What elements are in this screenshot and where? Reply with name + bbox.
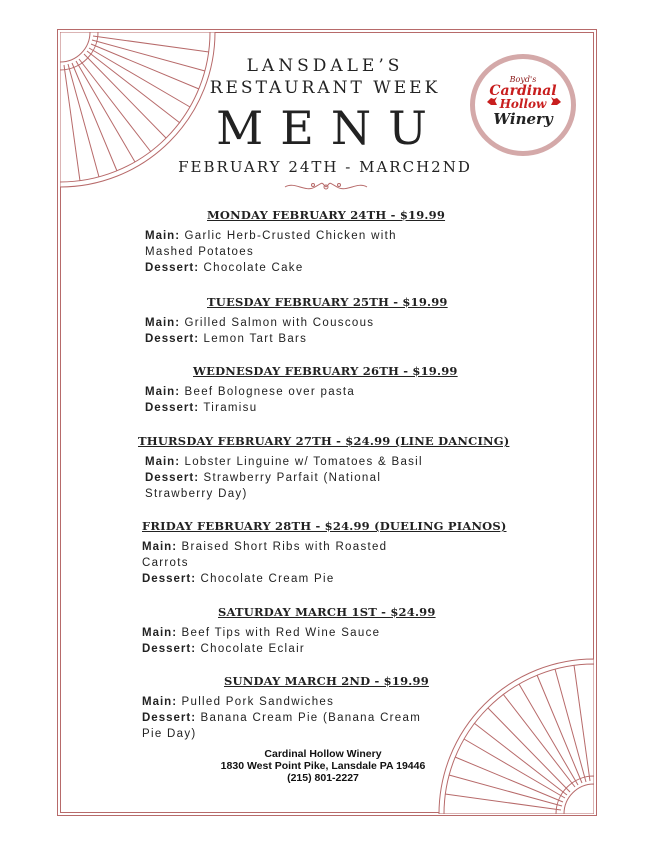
day-thursday-items: [145, 454, 423, 502]
corner-fan-bottom-right: [434, 654, 594, 814]
main-line: Main: Lobster Linguine w/ Tomatoes & Basil: [145, 456, 423, 468]
dessert-line-cont: Pie Day): [142, 728, 197, 740]
dessert-line: Dessert: Chocolate Cake: [145, 262, 304, 274]
day-heading-tuesday: TUESDAY FEBRUARY 25TH - $19.99: [207, 295, 448, 309]
dessert-line: Dessert: Banana Cream Pie (Banana Cream: [142, 712, 422, 724]
flourish-divider: [283, 180, 369, 194]
dessert-line: Dessert: Chocolate Cream Pie: [142, 573, 335, 585]
main-line-cont: Mashed Potatoes: [145, 246, 255, 258]
title-line-1: LANSDALE’S: [246, 56, 404, 76]
main-line: Main: Beef Bolognese over pasta: [145, 386, 356, 398]
day-saturday-items: [142, 625, 380, 657]
dessert-line: Dessert: Chocolate Eclair: [142, 643, 306, 655]
main-line-cont: Carrots: [142, 557, 189, 569]
main-line: Main: Beef Tips with Red Wine Sauce: [142, 627, 381, 639]
main-line: Main: Grilled Salmon with Couscous: [145, 317, 375, 329]
footer-address: 1830 West Point Pike, Lansdale PA 19446: [220, 760, 426, 772]
date-range: FEBRUARY 24TH - MARCH2ND: [178, 158, 472, 176]
day-heading-wednesday: WEDNESDAY FEBRUARY 26TH - $19.99: [193, 364, 458, 378]
logo-name-1: Cardinal: [489, 83, 557, 99]
logo-name-3: Winery: [493, 110, 553, 128]
main-line: Main: Braised Short Ribs with Roasted: [142, 541, 388, 553]
day-wednesday-items: [145, 384, 355, 416]
day-sunday-items: [142, 694, 421, 742]
footer-phone: (215) 801-2227: [287, 772, 359, 784]
cardinal-bird-icon: [549, 96, 563, 108]
day-heading-sunday: SUNDAY MARCH 2ND - $19.99: [224, 674, 429, 688]
menu-heading: MENU: [216, 101, 444, 155]
winery-logo: [470, 54, 576, 156]
main-line: Main: Pulled Pork Sandwiches: [142, 696, 335, 708]
dessert-line: Dessert: Tiramisu: [145, 402, 258, 414]
menu-title-block: [160, 55, 490, 177]
day-friday-items: [142, 539, 387, 587]
dessert-line: Dessert: Strawberry Parfait (National: [145, 472, 382, 484]
day-heading-friday: FRIDAY FEBRUARY 28TH - $24.99 (DUELING PIANOS): [142, 519, 507, 533]
day-heading-monday: MONDAY FEBRUARY 24TH - $19.99: [207, 208, 446, 222]
title-line-2: RESTAURANT WEEK: [209, 78, 441, 98]
dessert-line: Dessert: Lemon Tart Bars: [145, 333, 308, 345]
footer-contact: [180, 748, 466, 784]
day-monday-items: [145, 228, 397, 276]
day-tuesday-items: [145, 315, 374, 347]
dessert-line-cont: Strawberry Day): [145, 488, 248, 500]
logo-name-2: Hollow: [499, 97, 547, 111]
logo-small-text: Boyd's: [509, 75, 537, 84]
cardinal-bird-icon: [485, 96, 499, 108]
day-heading-thursday: THURSDAY FEBRUARY 27TH - $24.99 (LINE DANCING): [138, 434, 510, 448]
day-heading-saturday: SATURDAY MARCH 1ST - $24.99: [218, 605, 436, 619]
footer-name: Cardinal Hollow Winery: [264, 748, 382, 760]
main-line: Main: Garlic Herb-Crusted Chicken with: [145, 230, 397, 242]
